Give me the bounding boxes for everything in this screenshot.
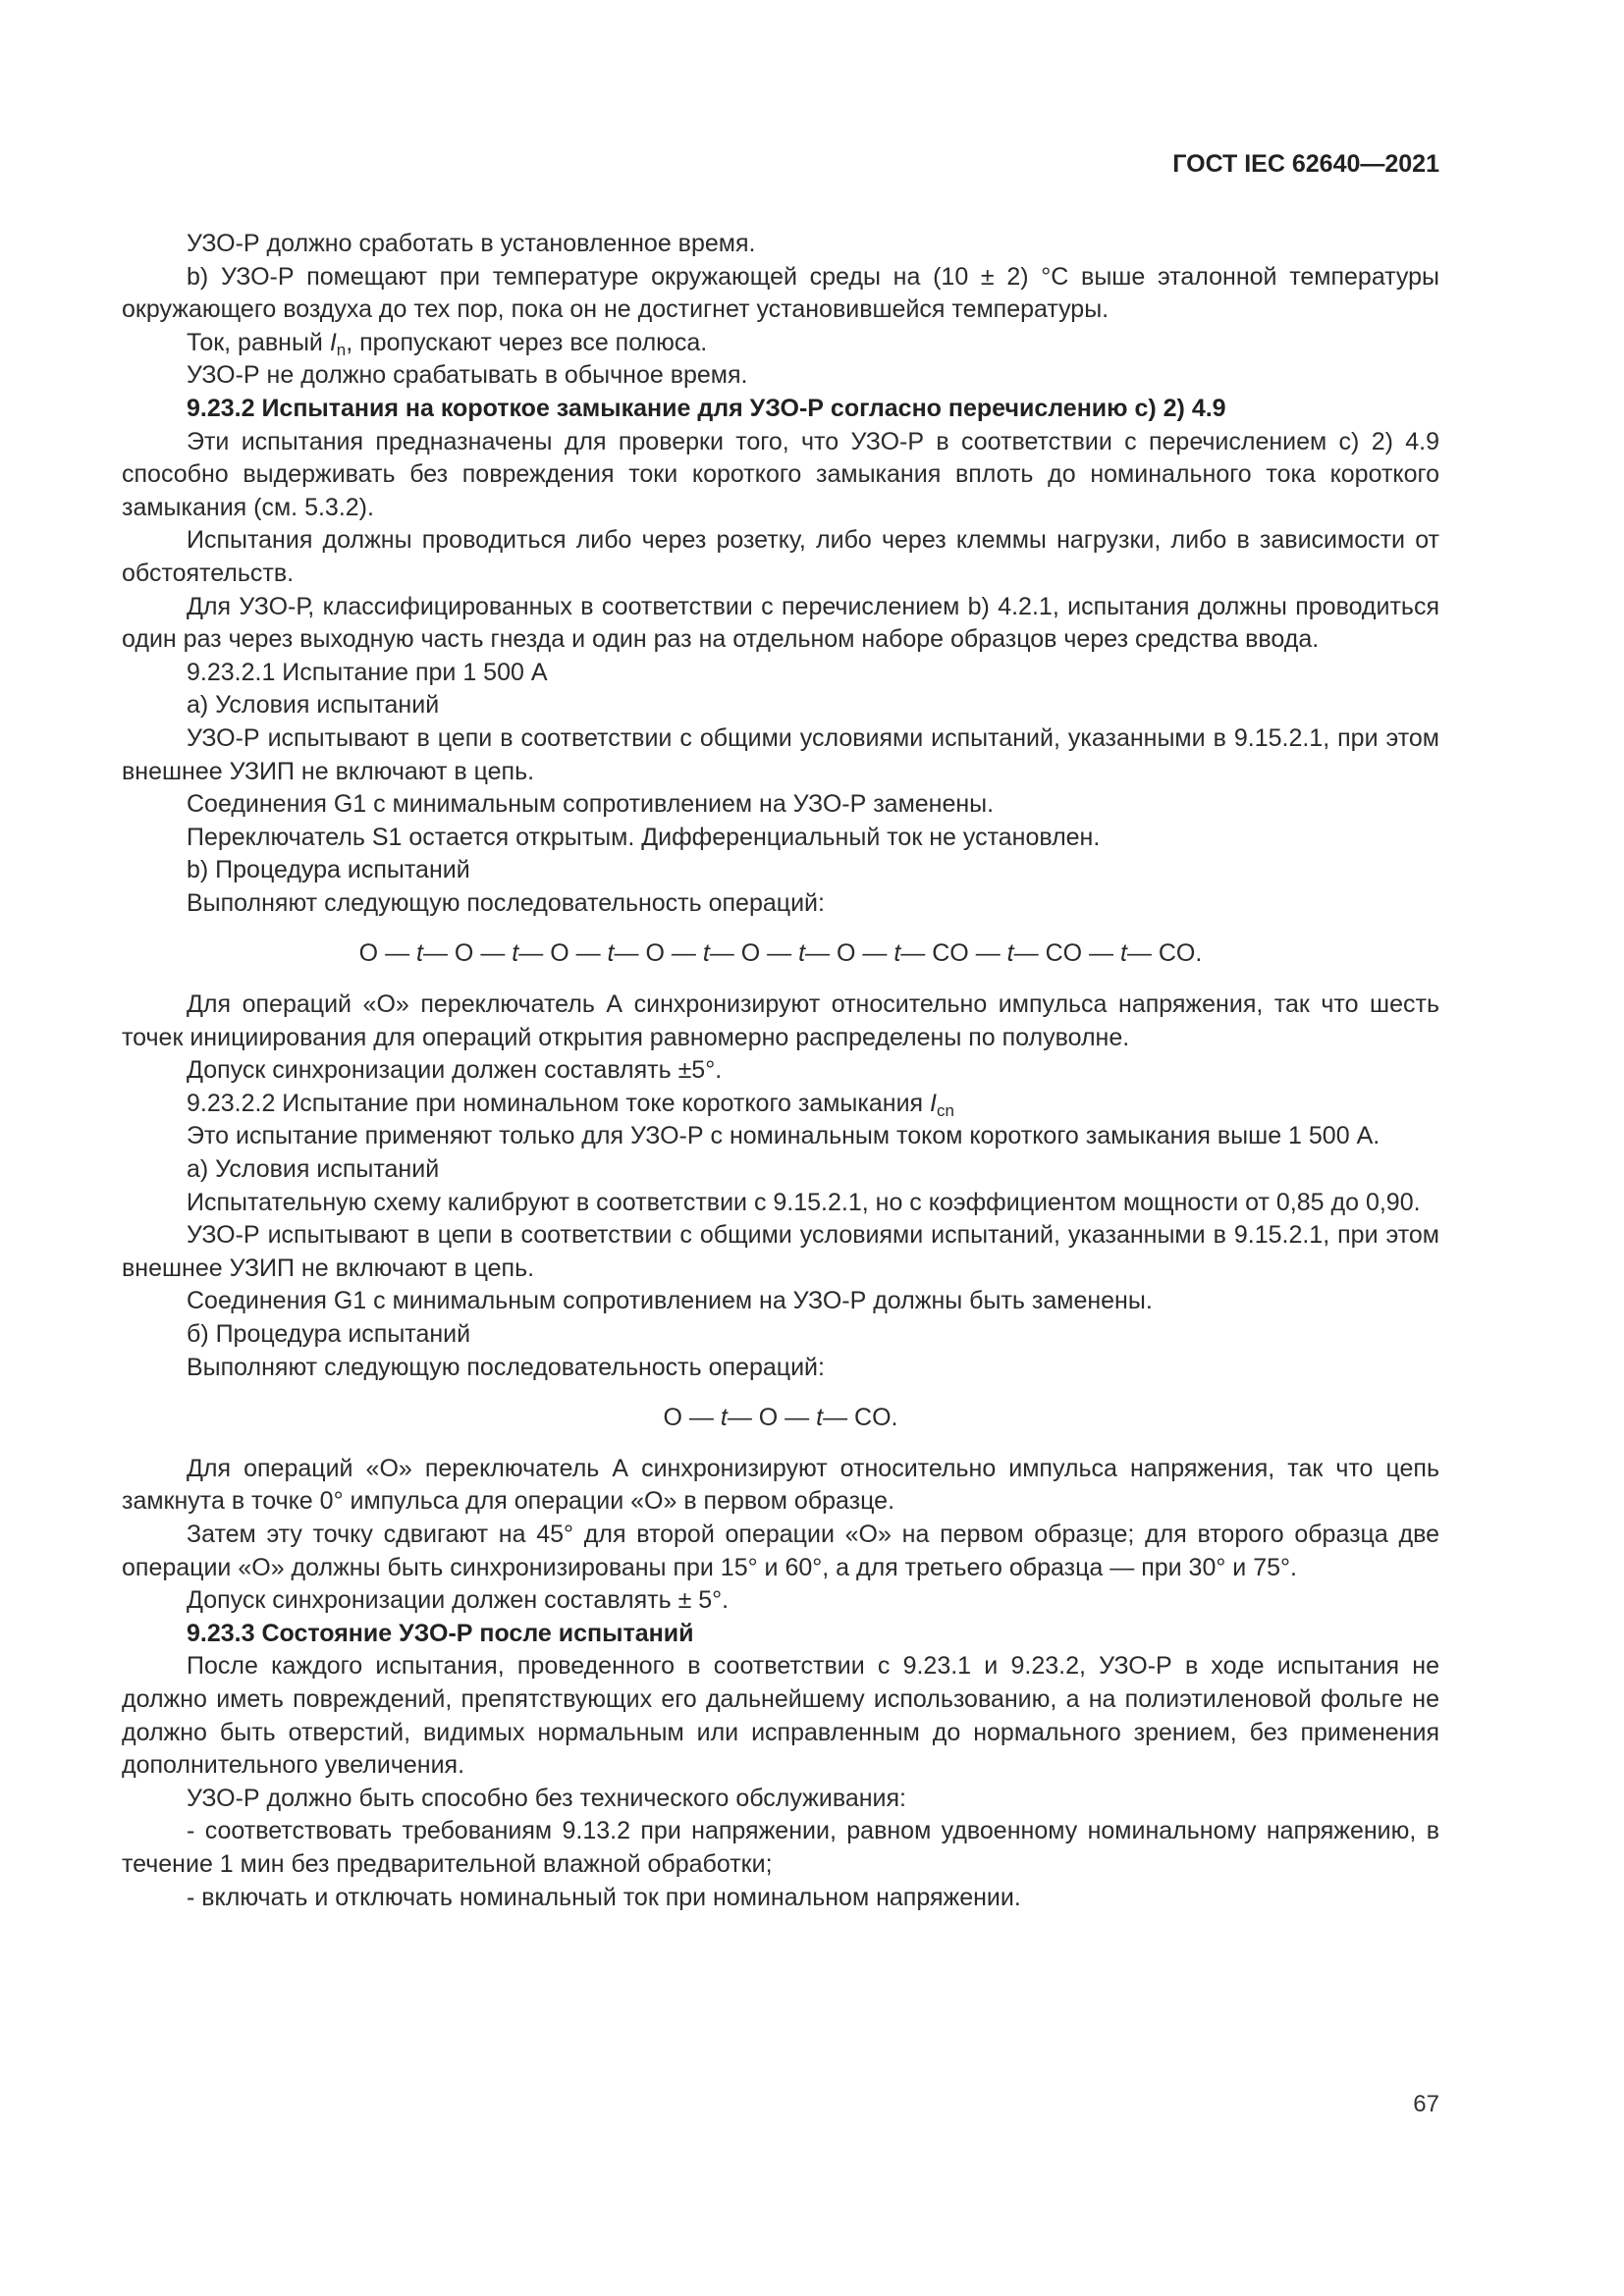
section-heading: 9.23.2 Испытания на короткое замыкание для УЗО-Р согласно перечислению с) 2) 4.9: [187, 394, 1226, 422]
paragraph: а) Условия испытаний: [187, 1155, 440, 1184]
paragraph: УЗО-Р не должно срабатывать в обычное время.: [187, 361, 748, 390]
paragraph: а) Условия испытаний: [187, 691, 440, 720]
paragraph: Переключатель S1 остается открытым. Дифференциальный ток не установлен.: [187, 823, 1101, 851]
paragraph: б) Процедура испытаний: [187, 1320, 471, 1348]
document-header: ГОСТ IEC 62640—2021: [1172, 150, 1439, 178]
paragraph: Эти испытания предназначены для проверки того, что УЗО-Р в соответствии с перечислением с) 2) 4.9 способно выдерживать без повреждения токи короткого замыкания вплоть до номинального тока короткого замыкания (см. 5.3.2).: [122, 427, 1439, 521]
subsection-heading: 9.23.2.2 Испытание при номинальном токе короткого замыкания $I_{cn}$: [187, 1089, 954, 1120]
paragraph: УЗО-Р должно быть способно без технического обслуживания:: [187, 1784, 906, 1812]
document-body: [122, 228, 1439, 1914]
paragraph: Испытательную схему калибруют в соответствии с 9.15.2.1, но с коэффициентом мощности от 0,85 до 0,90.: [187, 1188, 1421, 1216]
paragraph: b) Процедура испытаний: [187, 856, 470, 884]
operation-sequence-formula: О — t— О — t— О — t— О — t— О — t— О — t— CO — t— CO — t— CO.: [358, 939, 1203, 968]
paragraph: Допуск синхронизации должен составлять ± 5°.: [187, 1586, 730, 1615]
paragraph: Ток, равный $I_n$, пропускают через все полюса.: [187, 328, 708, 359]
paragraph: Соединения G1 с минимальным сопротивлением на УЗО-Р должны быть заменены.: [187, 1287, 1153, 1315]
page-number: 67: [1413, 2091, 1439, 2117]
paragraph: УЗО-Р должно сработать в установленное время.: [187, 230, 756, 257]
paragraph: Для операций «О» переключатель А синхронизируют относительно импульса напряжения, так что шесть точек инициирования для операций открытия равномерно распределены по полуволне.: [122, 990, 1439, 1051]
paragraph: Соединения G1 с минимальным сопротивлением на УЗО-Р заменены.: [187, 790, 995, 819]
paragraph: После каждого испытания, проведенного в соответствии с 9.23.1 и 9.23.2, УЗО-Р в ходе испытания не должно иметь повреждений, препятствующих его дальнейшему использованию, а на полиэтиленовой фольге не должно быть отверстий, видимых нормальным или исправленным до нормального зрением, без применения дополнительного увеличения.: [122, 1652, 1439, 1780]
paragraph: Для операций «О» переключатель А синхронизируют относительно импульса напряжения, так что цепь замкнута в точке 0° импульса для операции «О» в первом образце.: [122, 1454, 1439, 1516]
list-item: - включать и отключать номинальный ток при номинальном напряжении.: [187, 1883, 1021, 1911]
operation-sequence-formula: О — t— О — t— CO.: [663, 1404, 898, 1432]
paragraph: Затем эту точку сдвигают на 45° для второй операции «О» на первом образце; для второго образца две операции «О» должны быть синхронизированы при 15° и 60°, а для третьего образца — при 30° и 75°.: [122, 1520, 1439, 1581]
paragraph: Это испытание применяют только для УЗО-Р с номинальным током короткого замыкания выше 1 500 А.: [187, 1122, 1380, 1150]
paragraph: УЗО-Р испытывают в цепи в соответствии с общими условиями испытаний, указанными в 9.15.2.1, при этом внешнее УЗИП не включают в цепь.: [122, 723, 1439, 785]
paragraph: Выполняют следующую последовательность операций:: [187, 888, 825, 917]
paragraph: Испытания должны проводиться либо через розетку, либо через клеммы нагрузки, либо в зависимости от обстоятельств.: [122, 526, 1439, 587]
paragraph: Допуск синхронизации должен составлять ±5°.: [187, 1056, 723, 1085]
paragraph: Выполняют следующую последовательность операций:: [187, 1353, 825, 1381]
paragraph: УЗО-Р испытывают в цепи в соответствии с общими условиями испытаний, указанными в 9.15.2.1, при этом внешнее УЗИП не включают в цепь.: [122, 1221, 1439, 1282]
section-heading: 9.23.3 Состояние УЗО-Р после испытаний: [187, 1619, 694, 1647]
list-item: - соответствовать требованиям 9.13.2 при напряжении, равном удвоенному номинальному напряжению, в течение 1 мин без предварительной влажной обработки;: [122, 1817, 1439, 1878]
paragraph: b) УЗО-Р помещают при температуре окружающей среды на (10 ± 2) °C выше эталонной температуры окружающего воздуха до тех пор, пока он не достигнет установившейся температуры.: [122, 262, 1439, 324]
subsection-heading: 9.23.2.1 Испытание при 1 500 А: [187, 658, 548, 686]
paragraph: Для УЗО-Р, классифицированных в соответствии с перечислением b) 4.2.1, испытания должны проводиться один раз через выходную часть гнезда и один раз на отдельном наборе образцов через средства ввода.: [122, 592, 1439, 654]
